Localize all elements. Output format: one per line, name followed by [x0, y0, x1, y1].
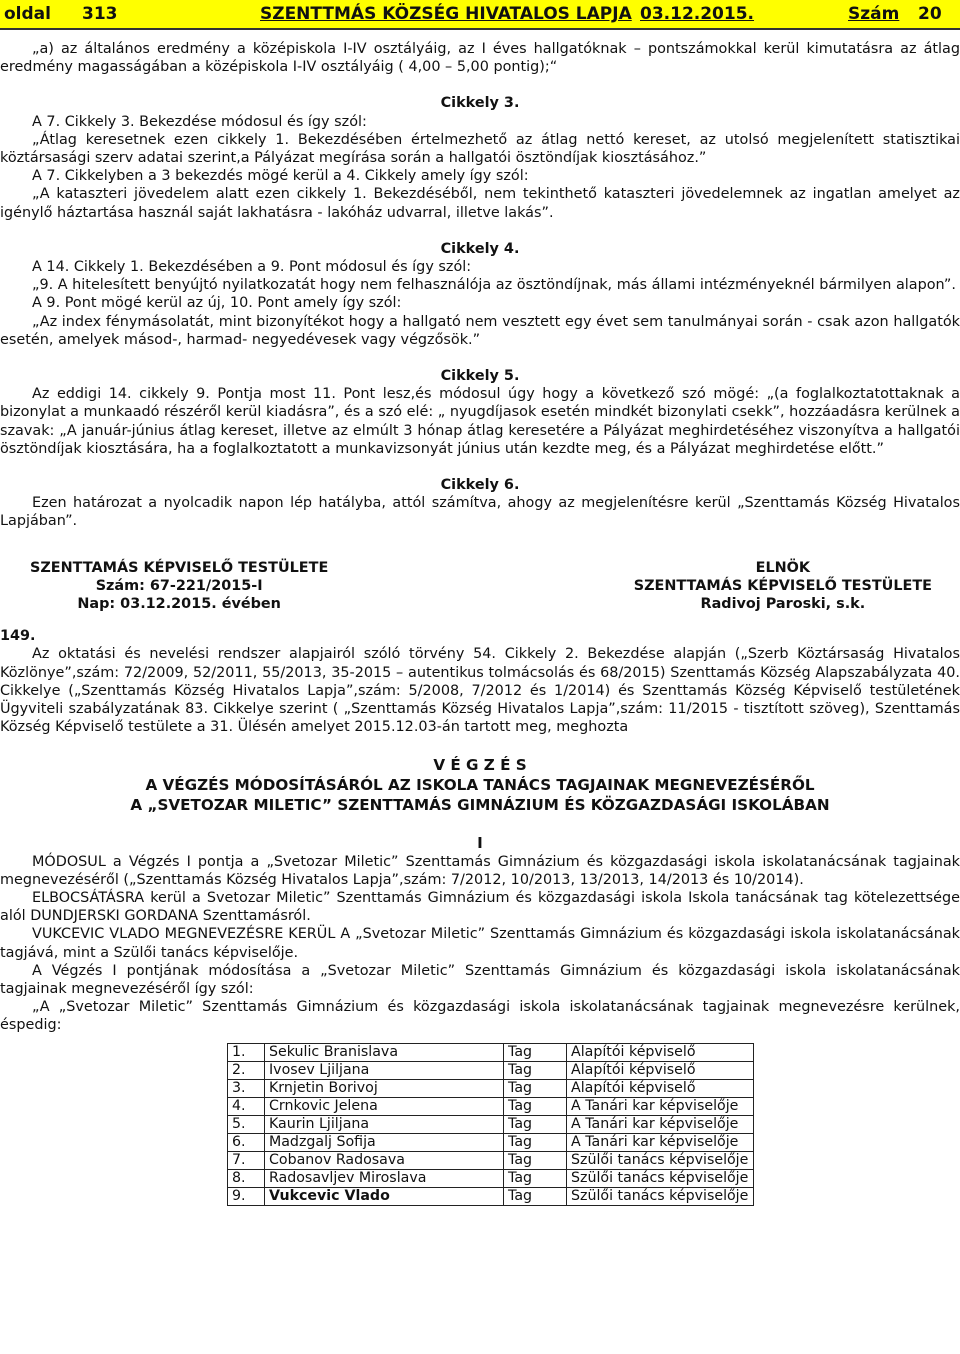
member-number: 5.: [228, 1115, 265, 1133]
cikkely-4-line-3: A 9. Pont mögé kerül az új, 10. Pont amely így szól:: [32, 295, 402, 312]
signature-left: [30, 559, 328, 614]
header-date: 03.12.2015.: [640, 4, 755, 24]
signature-block: [0, 559, 960, 614]
cikkely-3-line-1: A 7. Cikkely 3. Bekezdése módosul és így szól:: [32, 113, 367, 130]
table-row: [228, 1079, 754, 1097]
cikkely-4-heading: Cikkely 4.: [440, 240, 520, 257]
paragraph-a: „a) az általános eredmény a középiskola I-IV osztályáig, az I éves hallgatóknak – pontszámokkal kerül kimutatásra az átlag eredmény magasságában a középiskola I-IV osztályáig ( 4,00 – 5,00 pontig);“: [0, 41, 960, 76]
member-role: Tag: [504, 1097, 567, 1115]
cikkely-6-text: Ezen határozat a nyolcadik napon lép hatályba, attól számítva, ahogy az megjelenítésre kerül „Szenttamás Község Hivatalos Lapjában”.: [0, 495, 960, 530]
document-number: 149.: [0, 628, 36, 645]
decision-date: Nap: 03.12.2015. évében: [77, 596, 281, 613]
member-representation: Szülői tanács képviselője: [567, 1151, 754, 1169]
president-council: SZENTTAMÁS KÉPVISELŐ TESTÜLETE: [633, 577, 932, 594]
decision-number: Szám: 67-221/2015-I: [95, 577, 263, 594]
signature-right: [634, 559, 932, 614]
member-representation: Szülői tanács képviselője: [567, 1169, 754, 1187]
header-oldal: oldal: [4, 4, 51, 24]
member-role: Tag: [504, 1043, 567, 1061]
doc149-intro: Az oktatási és nevelési rendszer alapjairól szóló törvény 54. Cikkely 2. Bekezdése alapján („Szerb Köztársaság Hivatalos Közlönye”,szám: 72/2009, 52/2011, 55/2013, 35-2015 – autentikus tolmácsolás és 68/2015) Szenttamás Község Alapszabályzata 40. Cikkelye („Szenttamás Község Hivatalos Lapja”,szám: 5/2008, 7/2012 és 1/2014) és Szenttamás Község Képviselő testületének Ügyviteli szabályzatának 83. Cikkelye szerint ( „Szenttamás Község Hivatalos Lapja”,szám: 11/2015 - tisztított szöveg), Szenttamás Község Képviselő testülete a 31. Ülésén amelyet 2015.12.03-án tartott meg, meghozta: [0, 646, 960, 736]
member-role: Tag: [504, 1079, 567, 1097]
member-number: 6.: [228, 1133, 265, 1151]
header-title: SZENTTMÁS KÖZSÉG HIVATALOS LAPJA: [260, 4, 632, 24]
doc149-paragraph-5: „A „Svetozar Miletic” Szenttamás Gimnázium és közgazdasági iskola iskolatanácsának tagjainak megnevezésre kerülnek, éspedig:: [0, 999, 960, 1034]
page-header: [0, 0, 960, 30]
member-number: 3.: [228, 1079, 265, 1097]
cikkely-3-line-2: „Átlag keresetnek ezen cikkely 1. Bekezdésében értelmezhető az átlag nettó kereset, az utolsó megjelenített statisztikai köztársasági szerv adatai szerint,a Pályázat megírása során a hallgatói ösztöndíjak kiosztásához.”: [0, 131, 960, 167]
table-row: [228, 1043, 754, 1061]
doc149-paragraph-2: ELBOCSÁTÁSRA kerül a Svetozar Miletic” Szenttamás Gimnázium és közgazdasági iskola Iskola tanácsának tag kötelezettsége alól DUNDJERSKI GORDANA Szenttamásról.: [0, 889, 960, 925]
section-heading: I: [477, 833, 483, 852]
member-number: 9.: [228, 1187, 265, 1205]
cikkely-3-line-4: „A kataszteri jövedelem alatt ezen cikkely 1. Bekezdéséből, nem tekinthető kataszteri jövedelemnek az ingatlan amelyet az igénylő háztartása használ saját lakhatásra - lakóház udvarral, illetve lakás”.: [0, 186, 960, 221]
member-name: Sekulic Branislava: [265, 1043, 504, 1061]
vegzes-subtitle-2: A „SVETOZAR MILETIC” SZENTTAMÁS GIMNÁZIUM ÉS KÖZGAZDASÁGI ISKOLÁBAN: [130, 795, 830, 814]
table-row: [228, 1169, 754, 1187]
member-role: Tag: [504, 1151, 567, 1169]
member-number: 1.: [228, 1043, 265, 1061]
table-row: [228, 1133, 754, 1151]
page-content: [0, 40, 960, 1206]
members-table: [227, 1043, 754, 1206]
member-role: Tag: [504, 1061, 567, 1079]
member-representation: Szülői tanács képviselője: [567, 1187, 754, 1205]
member-representation: Alapítói képviselő: [567, 1061, 754, 1079]
doc149-paragraph-3: VUKCEVIC VLADO MEGNEVEZÉSRE KERÜL A „Svetozar Miletic” Szenttamás Gimnázium és közgazdasági iskola iskolatanácsának tagjává, mint a Szülői tanács képviselője.: [0, 926, 960, 961]
member-representation: A Tanári kar képviselője: [567, 1133, 754, 1151]
member-role: Tag: [504, 1115, 567, 1133]
member-name: Kaurin Ljiljana: [265, 1115, 504, 1133]
cikkely-4-line-2: „9. A hitelesített benyújtó nyilatkozatát hogy nem felhasználója az ösztöndíjnak, más állami intézményeknél bármilyen alapon”.: [32, 277, 956, 294]
doc149-paragraph-1: MÓDOSUL a Végzés I pontja a „Svetozar Miletic” Szenttamás Gimnázium és közgazdasági iskola iskolatanácsának tagjainak megnevezéséről („Szenttamás Község Hivatalos Lapja”,szám: 7/2012, 10/2013, 13/2013, 14/2013 és 10/2014).: [0, 853, 960, 888]
member-representation: Alapítói képviselő: [567, 1043, 754, 1061]
table-row: [228, 1187, 754, 1205]
council-name: SZENTTAMÁS KÉPVISELŐ TESTÜLETE: [30, 559, 329, 576]
header-num: 20: [918, 4, 942, 24]
member-representation: A Tanári kar képviselője: [567, 1097, 754, 1115]
member-role: Tag: [504, 1187, 567, 1205]
member-representation: Alapítói képviselő: [567, 1079, 754, 1097]
member-number: 7.: [228, 1151, 265, 1169]
vegzes-title: V É G Z É S: [433, 755, 527, 774]
table-row: [228, 1097, 754, 1115]
president-name: Radivoj Paroski, s.k.: [700, 596, 866, 613]
table-row: [228, 1061, 754, 1079]
cikkely-3-heading: Cikkely 3.: [440, 95, 520, 112]
table-row: [228, 1115, 754, 1133]
member-number: 2.: [228, 1061, 265, 1079]
cikkely-4-line-4: „Az index fénymásolatát, mint bizonyítékot hogy a hallgató nem vesztett egy évet sem tanulmányai során - csak azon hallgatók esetén, amelyek másod-, harmad- negyedévesek vagy végzősök.”: [0, 313, 960, 348]
table-row: [228, 1151, 754, 1169]
member-name: Radosavljev Miroslava: [265, 1169, 504, 1187]
member-name: Vukcevic Vlado: [265, 1187, 504, 1205]
member-number: 4.: [228, 1097, 265, 1115]
member-name: Ivosev Ljiljana: [265, 1061, 504, 1079]
member-representation: A Tanári kar képviselője: [567, 1115, 754, 1133]
member-name: Madzgalj Sofija: [265, 1133, 504, 1151]
cikkely-5-heading: Cikkely 5.: [440, 368, 520, 385]
vegzes-subtitle-1: A VÉGZÉS MÓDOSÍTÁSÁRÓL AZ ISKOLA TANÁCS TAGJAINAK MEGNEVEZÉSÉRŐL: [145, 775, 815, 794]
president-title: ELNÖK: [755, 559, 811, 576]
cikkely-6-heading: Cikkely 6.: [440, 477, 520, 494]
member-name: Cobanov Radosava: [265, 1151, 504, 1169]
header-num-label: Szám: [848, 4, 900, 24]
member-number: 8.: [228, 1169, 265, 1187]
member-role: Tag: [504, 1133, 567, 1151]
doc149-paragraph-4: A Végzés I pontjának módosítása a „Svetozar Miletic” Szenttamás Gimnázium és közgazdasági iskola iskolatanácsának tagjainak megnevezéséről így szól:: [0, 962, 960, 997]
member-name: Krnjetin Borivoj: [265, 1079, 504, 1097]
cikkely-5-text: Az eddigi 14. cikkely 9. Pontja most 11. Pont lesz,és módosul úgy hogy a következő szó mögé: „(a foglalkoztatottaknak a bizonylat a munkaadó részéről kerül kiadásra”, és a szó elé: „ nyugdíjasok esetén mindkét bizonylati csekk”, hozzáadásra kerülnek a szavak: „A január-június átlag kereset, illetve az elmúlt 3 hónap átlag keresetére a Pályázat meghirdetéséhez viszonyítva a hallgatói ösztöndíjak kiosztására, ha a foglalkoztatott a munkavizsonyát június után kezdte meg, és a Pályázat meghirdetése előtt.”: [0, 386, 960, 457]
cikkely-4-line-1: A 14. Cikkely 1. Bekezdésében a 9. Pont módosul és így szól:: [32, 259, 472, 276]
cikkely-3-line-3: A 7. Cikkelyben a 3 bekezdés mögé kerül a 4. Cikkely amely így szól:: [32, 168, 529, 185]
member-name: Crnkovic Jelena: [265, 1097, 504, 1115]
header-page-number: 313: [82, 4, 118, 24]
member-role: Tag: [504, 1169, 567, 1187]
